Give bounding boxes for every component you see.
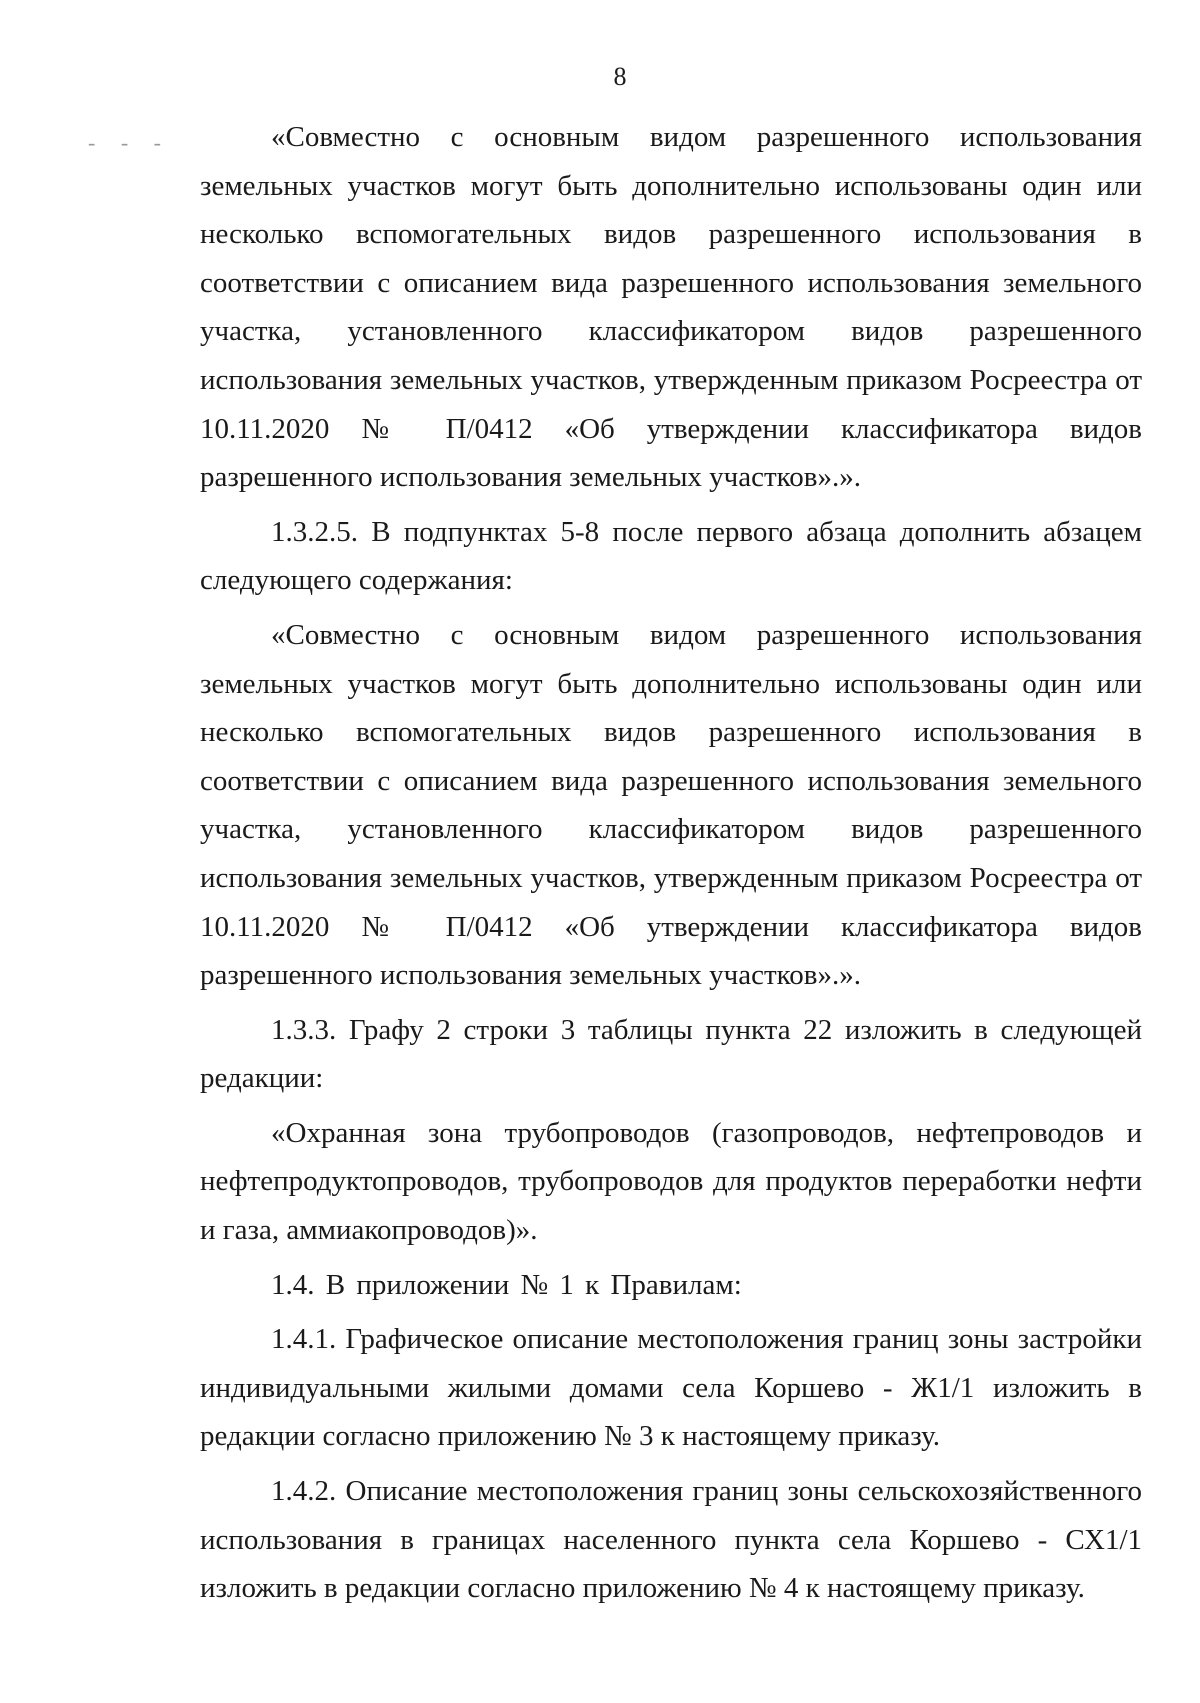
paragraph-1-4-1: 1.4.1. Графическое описание местоположения границ зоны застройки индивидуальными жилыми домами села Коршево - Ж1/1 изложить в редакции согласно приложению № 3 к настоящему приказу. [200, 1323, 1142, 1453]
paragraph-1-4-2: 1.4.2. Описание местоположения границ зоны сельскохозяйственного использования в границах населенного пункта села Коршево - СХ1/1 изложить в редакции согласно приложению № 4 к настоящему приказу. [200, 1475, 1142, 1605]
paragraph-quote-1: «Совместно с основным видом разрешенного использования земельных участков могут быть дополнительно использованы один или несколько вспомогательных видов разрешенного использования в соответствии с описанием вида разрешенного использования земельного участка, установленного классификатором видов разрешенного использования земельных участков, утвержденным приказом Росреестра от 10.11.2020 № П/0412 «Об утверждении классификатора видов разрешенного использования земельных участков».». [200, 121, 1142, 494]
paragraph-1-3-2-5: 1.3.2.5. В подпунктах 5-8 после первого абзаца дополнить абзацем следующего содержания: [200, 515, 1142, 597]
paragraph-quote-3: «Охранная зона трубопроводов (газопроводов, нефтепроводов и нефтепродуктопроводов, трубопроводов для продуктов переработки нефти и газа, аммиакопроводов)». [200, 1116, 1142, 1247]
margin-dash-mark: - - - [88, 130, 171, 155]
document-body [200, 113, 1142, 1619]
paragraph-1-4: 1.4. В приложении № 1 к Правилам: [271, 1268, 742, 1301]
paragraph-1-3-3: 1.3.3. Графу 2 строки 3 таблицы пункта 22 изложить в следующей редакции: [200, 1013, 1142, 1095]
page-number: 8 [613, 62, 627, 91]
paragraph-quote-2: «Совместно с основным видом разрешенного использования земельных участков могут быть дополнительно использованы один или несколько вспомогательных видов разрешенного использования в соответствии с описанием вида разрешенного использования земельного участка, установленного классификатором видов разрешенного использования земельных участков, утвержденным приказом Росреестра от 10.11.2020 № П/0412 «Об утверждении классификатора видов разрешенного использования земельных участков».». [200, 618, 1142, 992]
